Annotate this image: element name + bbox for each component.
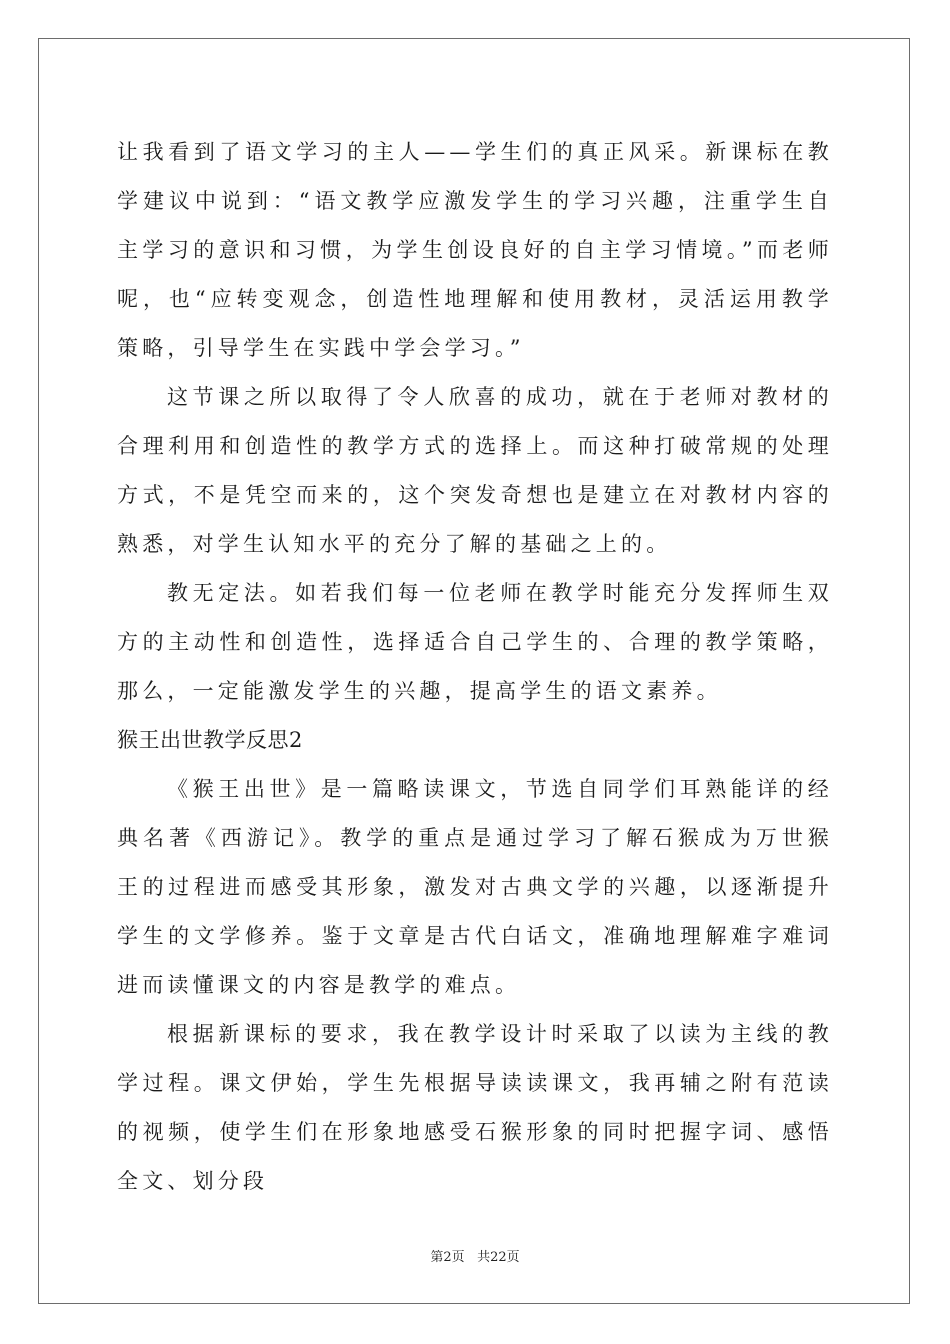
paragraph-4: 《猴王出世》是一篇略读课文，节选自同学们耳熟能详的经典名著《西游记》。教学的重点是通过学习了解石猴成为万世猴王的过程进而感受其形象，激发对古典文学的兴趣，以逐渐提升学生的文学修养。鉴于文章是古代白话文，准确地理解难字难词进而读懂课文的内容是教学的难点。 [117, 777, 833, 997]
paragraph-3: 教无定法。如若我们每一位老师在教学时能充分发挥师生双方的主动性和创造性，选择适合自己学生的、合理的教学策略，那么，一定能激发学生的兴趣，提高学生的语文素养。 [117, 581, 833, 703]
section-heading: 猴王出世教学反思2 [117, 728, 303, 752]
page-total: 共22页 [477, 1250, 520, 1265]
paragraph-2: 这节课之所以取得了令人欣喜的成功，就在于老师对教材的合理利用和创造性的教学方式的选择上。而这种打破常规的处理方式，不是凭空而来的，这个突发奇想也是建立在对教材内容的熟悉，对学生认知水平的充分了解的基础之上的。 [117, 385, 833, 556]
page-footer [0, 1246, 950, 1265]
paragraph-1: 让我看到了语文学习的主人——学生们的真正风采。新课标在教学建议中说到：“语文教学应激发学生的学习兴趣，注重学生自主学习的意识和习惯，为学生创设良好的自主学习情境。”而老师呢，也“应转变观念，创造性地理解和使用教材，灵活运用教学策略，引导学生在实践中学会学习。” [117, 140, 833, 360]
document-body [117, 128, 833, 1206]
paragraph-5: 根据新课标的要求，我在教学设计时采取了以读为主线的教学过程。课文伊始，学生先根据导读读课文，我再辅之附有范读的视频，使学生们在形象地感受石猴形象的同时把握字词、感悟全文、划分段 [117, 1022, 833, 1193]
page-number: 第2页 [430, 1250, 465, 1265]
